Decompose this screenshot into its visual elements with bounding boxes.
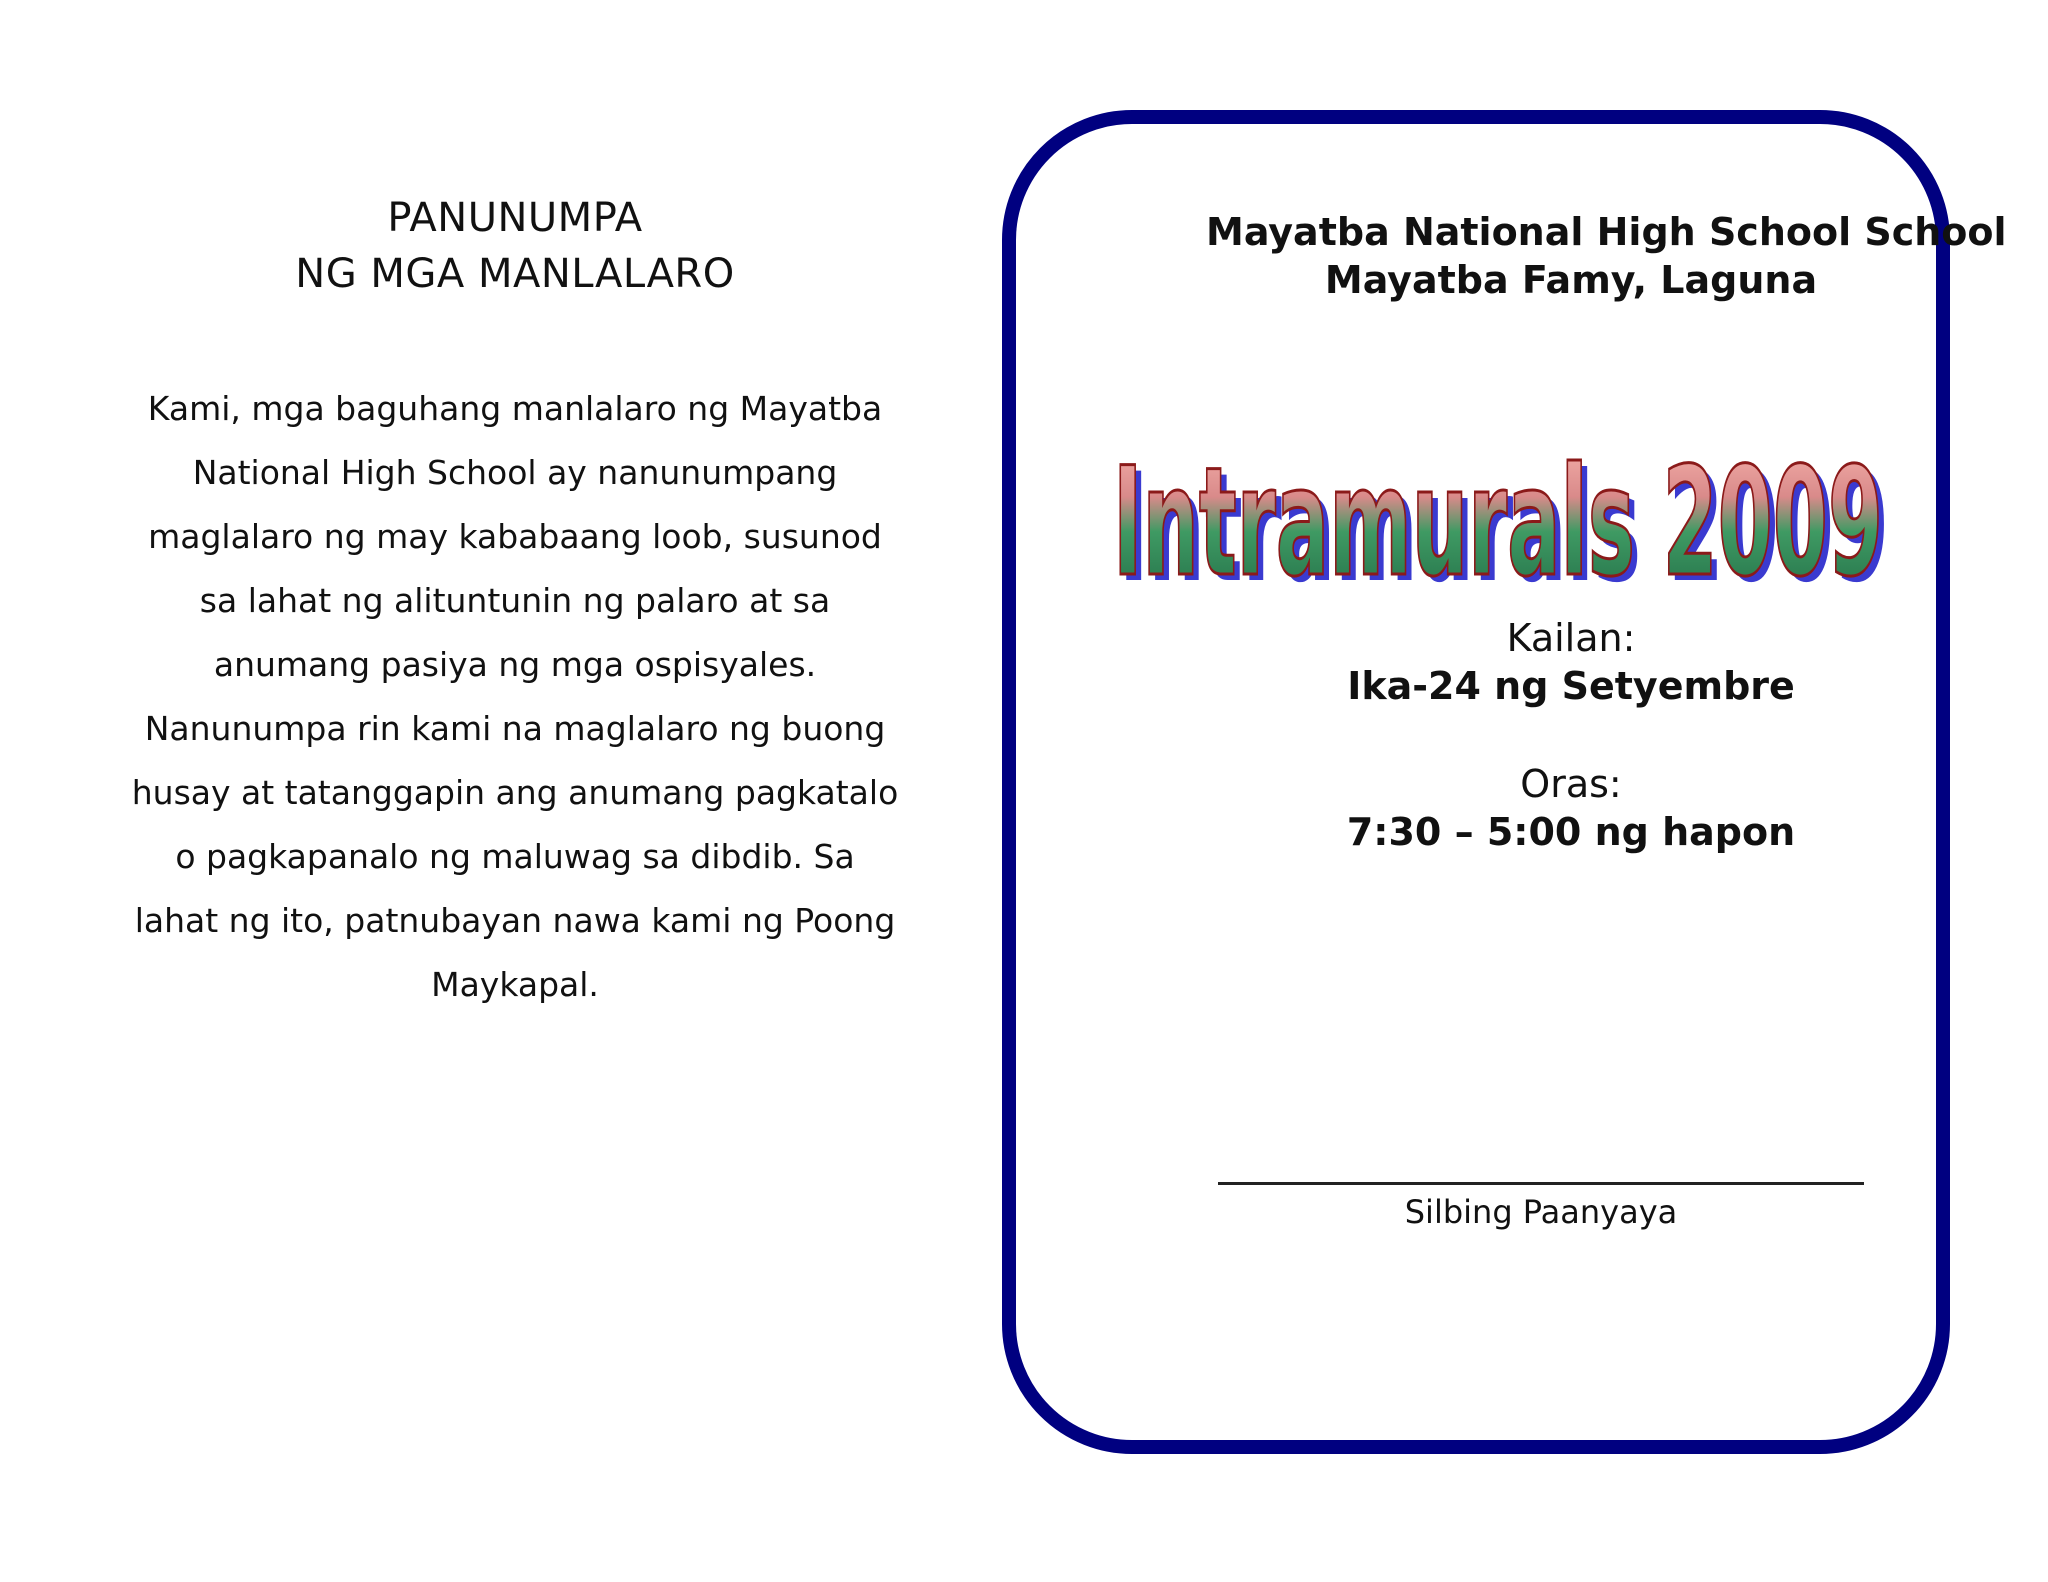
school-address: Mayatba Famy, Laguna [1324, 258, 1818, 302]
oath-title-line2: NG MGA MANLALARO [295, 251, 735, 297]
event-title-text: Intramurals 2009 [1113, 436, 1883, 610]
event-title-wordart [1101, 424, 1891, 614]
event-time-value: 7:30 – 5:00 ng hapon [1346, 810, 1796, 854]
oath-body: Kami, mga baguhang manlalaro ng Mayatba National High School ay nanunumpang maglalaro ng may kababaang loob, susunod sa lahat ng alituntunin ng palaro at sa anumang pasiya ng mga ospisyales. Nanunumpa rin kami na maglalaro ng buong husay at tatanggapin ang anumang pagkatalo o pagkapanalo ng maluwag sa dibdib. Sa lahat ng ito, patnubayan nawa kami ng Poong Maykapal. [131, 389, 899, 1004]
event-date-label: Kailan: [1506, 616, 1636, 660]
invitation-card [1002, 110, 2007, 1454]
event-date-block [1206, 614, 1936, 710]
event-time-label: Oras: [1520, 762, 1622, 806]
oath-title-line1: PANUNUMPA [387, 195, 643, 241]
wordart-shadow-text: Intramurals 2009 [1119, 442, 1889, 614]
signature-line [1218, 1182, 1864, 1185]
signature-caption: Silbing Paanyaya [1404, 1193, 1678, 1231]
oath-section [130, 190, 900, 1017]
school-header [1016, 208, 2007, 304]
school-name: Mayatba National High School School [1206, 210, 2007, 254]
oath-title [130, 190, 900, 302]
event-date-value: Ika-24 ng Setyembre [1347, 664, 1795, 708]
event-time-block [1206, 760, 1936, 856]
